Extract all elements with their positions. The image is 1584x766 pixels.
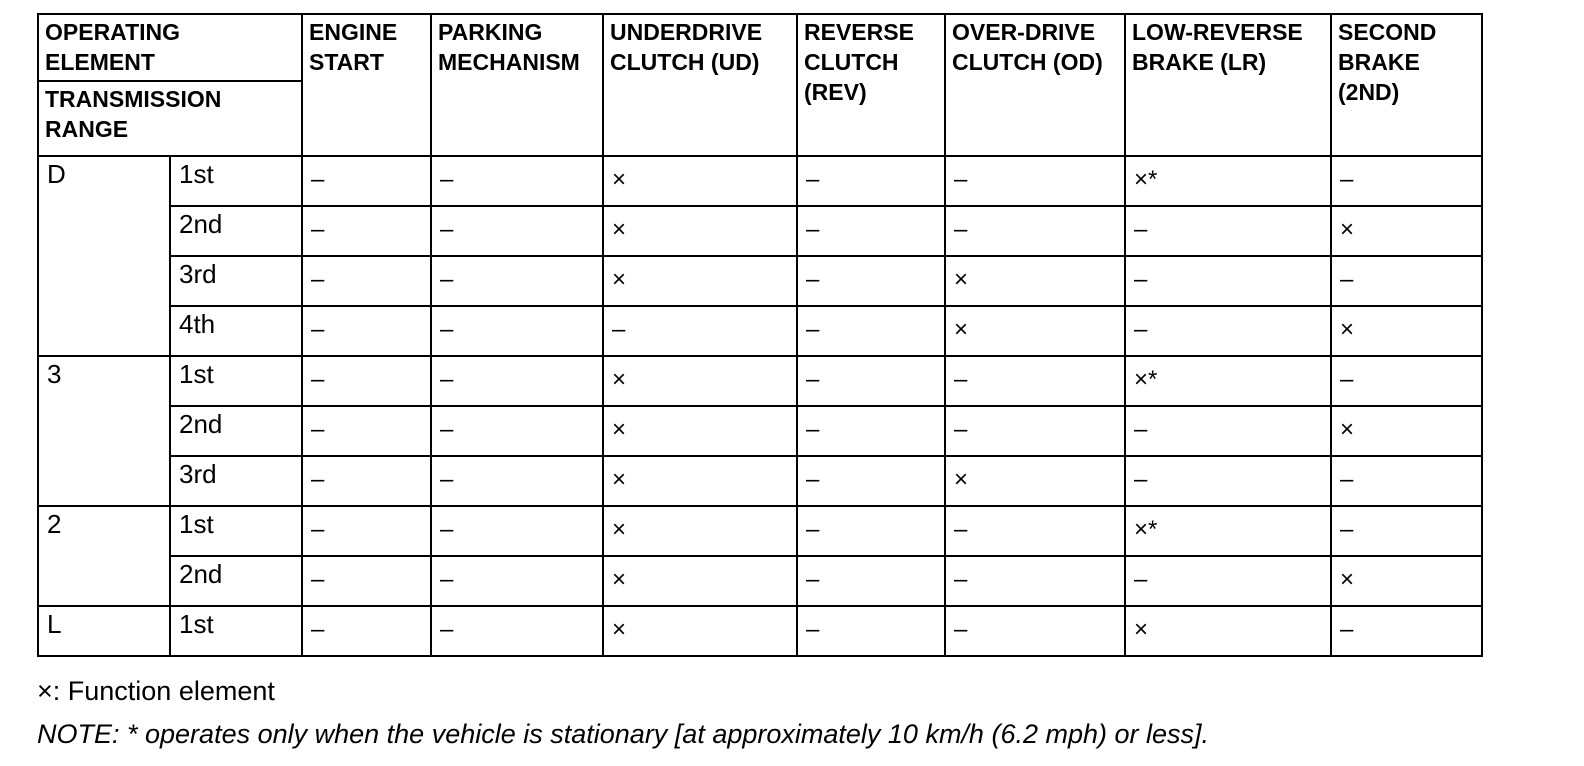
gear-cell: 3rd bbox=[170, 456, 302, 506]
status-cell: × bbox=[603, 556, 797, 606]
status-cell: – bbox=[797, 556, 945, 606]
status-cell: – bbox=[1125, 206, 1331, 256]
status-cell: – bbox=[797, 306, 945, 356]
status-cell: × bbox=[945, 306, 1125, 356]
status-cell: – bbox=[302, 256, 431, 306]
status-cell: × bbox=[603, 156, 797, 206]
gear-cell: 2nd bbox=[170, 406, 302, 456]
status-cell: × bbox=[1331, 406, 1482, 456]
status-cell: – bbox=[797, 606, 945, 656]
status-cell: × bbox=[1331, 306, 1482, 356]
status-cell: – bbox=[431, 306, 603, 356]
gear-cell: 3rd bbox=[170, 256, 302, 306]
status-cell: – bbox=[797, 256, 945, 306]
status-cell: – bbox=[945, 556, 1125, 606]
status-cell: – bbox=[1331, 356, 1482, 406]
status-cell: – bbox=[1125, 306, 1331, 356]
status-cell: – bbox=[945, 406, 1125, 456]
status-cell: × bbox=[603, 406, 797, 456]
table-row bbox=[38, 406, 1482, 456]
status-cell: × bbox=[603, 456, 797, 506]
table-row bbox=[38, 606, 1482, 656]
status-cell: – bbox=[1331, 606, 1482, 656]
status-cell: × bbox=[1125, 606, 1331, 656]
range-cell: D bbox=[38, 156, 170, 356]
status-cell: – bbox=[603, 306, 797, 356]
status-cell: – bbox=[945, 606, 1125, 656]
transmission-range-label: TRANSMISSION RANGE bbox=[45, 86, 222, 142]
status-cell: ×* bbox=[1125, 356, 1331, 406]
status-cell: – bbox=[431, 406, 603, 456]
note-text: NOTE: * operates only when the vehicle is stationary [at approximately 10 km/h (6.2 mph) or less]. bbox=[37, 719, 1210, 749]
column-header-overdrive-clutch: OVER-DRIVE CLUTCH (OD) bbox=[945, 14, 1125, 156]
table-row bbox=[38, 506, 1482, 556]
status-cell: – bbox=[431, 506, 603, 556]
status-cell: – bbox=[1125, 406, 1331, 456]
status-cell: – bbox=[431, 606, 603, 656]
status-cell: × bbox=[1331, 556, 1482, 606]
status-cell: × bbox=[603, 606, 797, 656]
status-cell: – bbox=[431, 206, 603, 256]
status-cell: – bbox=[302, 606, 431, 656]
column-header-low-reverse-brake: LOW-REVERSE BRAKE (LR) bbox=[1125, 14, 1331, 156]
status-cell: – bbox=[302, 406, 431, 456]
status-cell: – bbox=[302, 556, 431, 606]
status-cell: – bbox=[797, 206, 945, 256]
gear-cell: 2nd bbox=[170, 556, 302, 606]
table-row bbox=[38, 356, 1482, 406]
gear-cell: 4th bbox=[170, 306, 302, 356]
status-cell: ×* bbox=[1125, 506, 1331, 556]
status-cell: – bbox=[1331, 506, 1482, 556]
column-header-reverse-clutch: REVERSE CLUTCH (REV) bbox=[797, 14, 945, 156]
operating-element-table bbox=[37, 13, 1483, 657]
status-cell: – bbox=[431, 356, 603, 406]
status-cell: × bbox=[603, 206, 797, 256]
status-cell: – bbox=[302, 156, 431, 206]
range-cell: L bbox=[38, 606, 170, 656]
status-cell: – bbox=[945, 506, 1125, 556]
status-cell: × bbox=[1331, 206, 1482, 256]
status-cell: – bbox=[302, 206, 431, 256]
column-header-underdrive-clutch: UNDERDRIVE CLUTCH (UD) bbox=[603, 14, 797, 156]
table-row bbox=[38, 306, 1482, 356]
gear-cell: 1st bbox=[170, 156, 302, 206]
header-row bbox=[38, 14, 1482, 156]
status-cell: × bbox=[603, 506, 797, 556]
status-cell: – bbox=[797, 156, 945, 206]
status-cell: – bbox=[945, 356, 1125, 406]
status-cell: – bbox=[1331, 256, 1482, 306]
legend-text: ×: Function element bbox=[37, 676, 275, 706]
gear-cell: 1st bbox=[170, 356, 302, 406]
table-body bbox=[38, 14, 1482, 656]
range-cell: 2 bbox=[38, 506, 170, 606]
status-cell: – bbox=[431, 456, 603, 506]
table-row bbox=[38, 556, 1482, 606]
operating-element-label: OPERATING ELEMENT bbox=[39, 15, 301, 82]
column-header-engine-start: ENGINE START bbox=[302, 14, 431, 156]
status-cell: – bbox=[1125, 556, 1331, 606]
table-row bbox=[38, 256, 1482, 306]
gear-cell: 1st bbox=[170, 606, 302, 656]
status-cell: – bbox=[797, 356, 945, 406]
status-cell: – bbox=[431, 556, 603, 606]
table-row bbox=[38, 456, 1482, 506]
status-cell: × bbox=[945, 256, 1125, 306]
gear-cell: 2nd bbox=[170, 206, 302, 256]
status-cell: – bbox=[302, 306, 431, 356]
column-header-parking-mechanism: PARKING MECHANISM bbox=[431, 14, 603, 156]
status-cell: – bbox=[1125, 256, 1331, 306]
corner-header-cell bbox=[38, 14, 302, 156]
gear-cell: 1st bbox=[170, 506, 302, 556]
status-cell: – bbox=[797, 506, 945, 556]
table-row bbox=[38, 156, 1482, 206]
status-cell: – bbox=[945, 156, 1125, 206]
table-row bbox=[38, 206, 1482, 256]
status-cell: × bbox=[603, 256, 797, 306]
status-cell: × bbox=[603, 356, 797, 406]
status-cell: – bbox=[1331, 456, 1482, 506]
status-cell: – bbox=[302, 506, 431, 556]
column-header-second-brake: SECOND BRAKE (2ND) bbox=[1331, 14, 1482, 156]
status-cell: – bbox=[1331, 156, 1482, 206]
status-cell: – bbox=[1125, 456, 1331, 506]
status-cell: – bbox=[431, 256, 603, 306]
status-cell: – bbox=[302, 356, 431, 406]
range-cell: 3 bbox=[38, 356, 170, 506]
status-cell: – bbox=[797, 456, 945, 506]
status-cell: – bbox=[797, 406, 945, 456]
status-cell: – bbox=[302, 456, 431, 506]
status-cell: – bbox=[945, 206, 1125, 256]
status-cell: ×* bbox=[1125, 156, 1331, 206]
status-cell: × bbox=[945, 456, 1125, 506]
status-cell: – bbox=[431, 156, 603, 206]
